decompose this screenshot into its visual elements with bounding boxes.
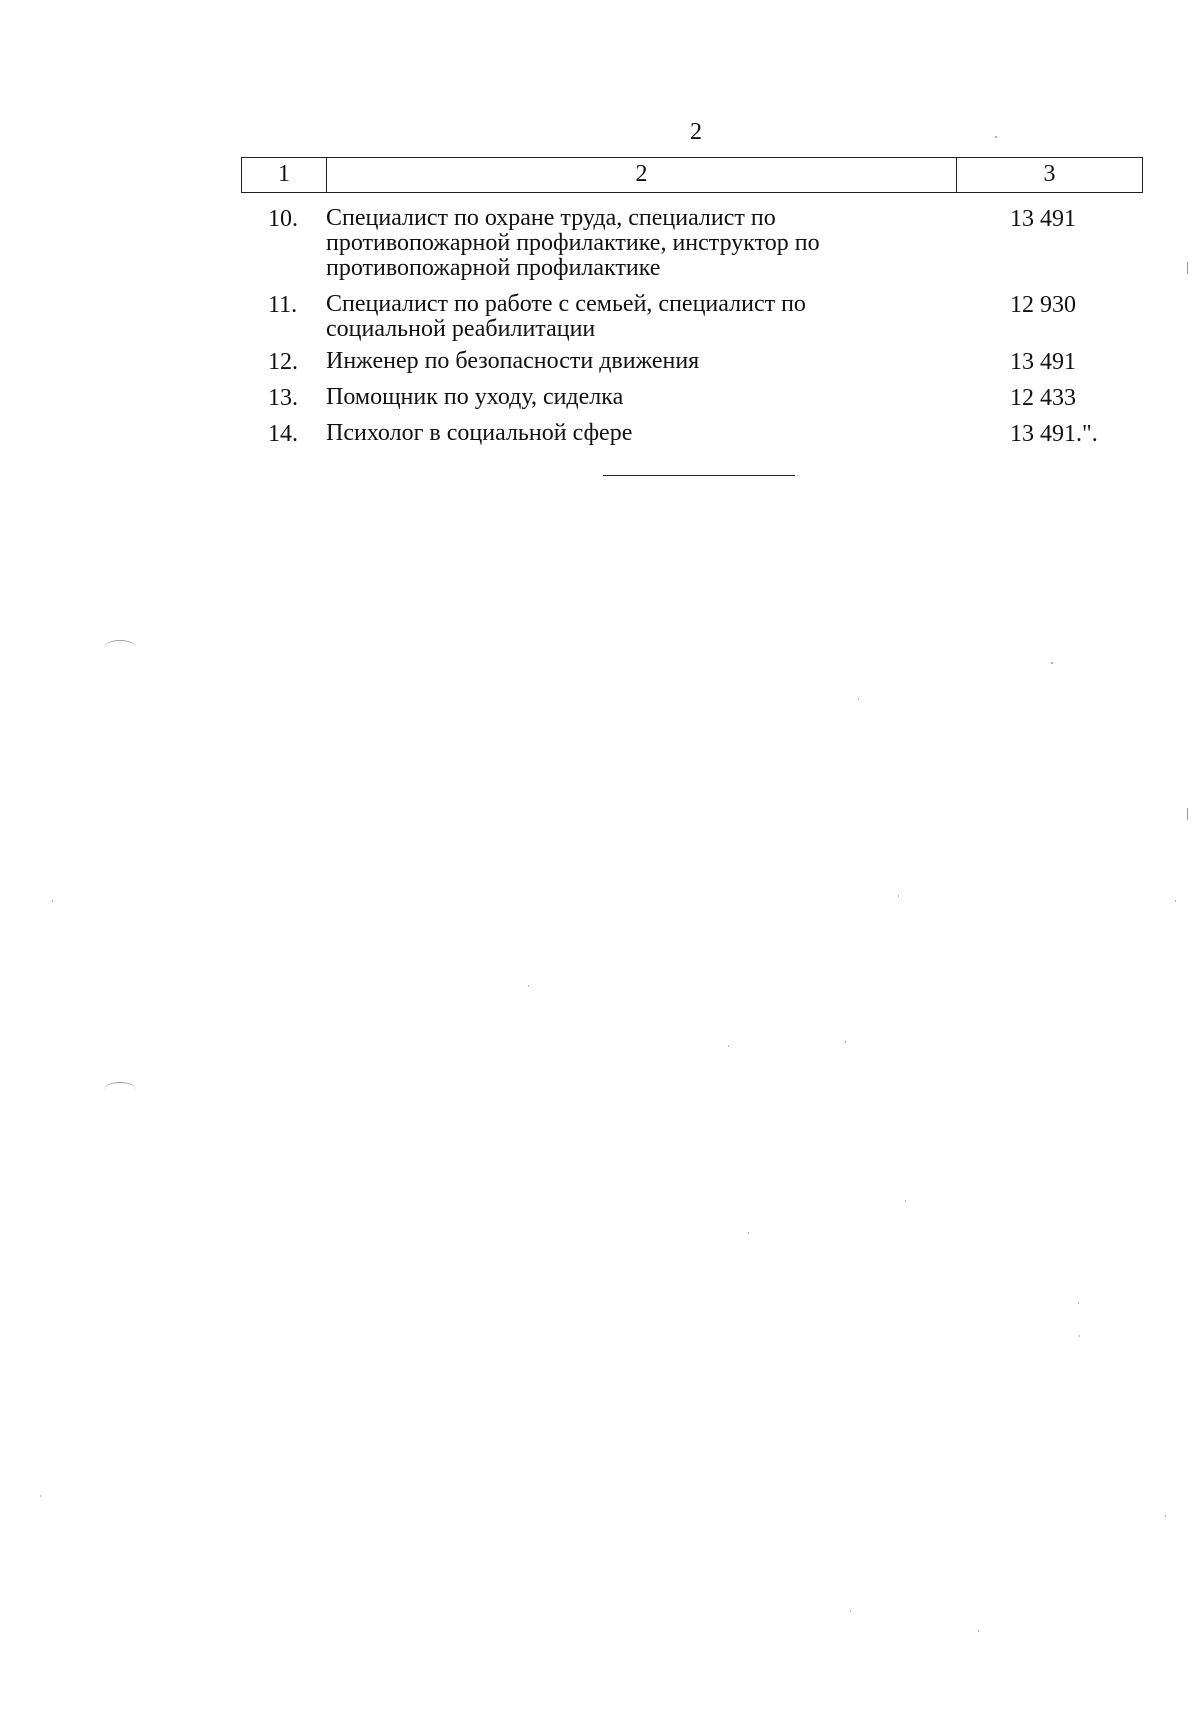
row-value: 12 930 xyxy=(1010,292,1076,318)
row-description-line: Помощник по уходу, сиделка xyxy=(326,384,624,410)
scan-speck xyxy=(40,1495,41,1497)
scan-speck xyxy=(1187,262,1188,274)
scan-speck xyxy=(528,985,529,987)
row-number: 12. xyxy=(268,349,298,375)
scan-speck xyxy=(1079,1335,1080,1337)
row-description-line: Психолог в социальной сфере xyxy=(326,420,633,446)
row-description-line: Специалист по охране труда, специалист по xyxy=(326,205,776,231)
scan-speck xyxy=(898,895,899,897)
scan-speck xyxy=(858,698,859,700)
row-number: 13. xyxy=(268,385,298,411)
row-value: 13 491.". xyxy=(1010,421,1098,447)
scan-speck xyxy=(728,1045,729,1047)
scan-speck xyxy=(995,136,997,138)
scan-speck xyxy=(1175,900,1176,902)
row-description-line: Инженер по безопасности движения xyxy=(326,348,700,374)
row-value: 12 433 xyxy=(1010,385,1076,411)
scan-artifact xyxy=(104,1082,136,1097)
row-description-line: Специалист по работе с семьей, специалист по xyxy=(326,291,806,317)
scan-speck xyxy=(748,1232,749,1234)
table-header-col-3: 3 xyxy=(1043,161,1056,187)
row-number: 11. xyxy=(268,292,298,318)
table-header xyxy=(241,157,1143,193)
row-description-line: социальной реабилитации xyxy=(326,316,596,342)
row-number: 10. xyxy=(268,206,298,232)
row-number: 14. xyxy=(268,421,298,447)
scan-speck xyxy=(52,900,53,902)
row-description-line: противопожарной профилактике, инструктор по xyxy=(326,230,820,256)
row-value: 13 491 xyxy=(1010,349,1076,375)
row-description xyxy=(326,206,926,281)
scan-artifact xyxy=(104,640,136,655)
page-number: 2 xyxy=(690,119,702,145)
row-description-line: противопожарной профилактике xyxy=(326,255,661,281)
scan-speck xyxy=(845,1041,846,1043)
row-description xyxy=(326,385,926,410)
end-of-table-rule xyxy=(603,475,795,476)
table-header-col-1: 1 xyxy=(242,158,327,192)
table-header-col-2: 2 xyxy=(327,158,957,192)
row-description xyxy=(326,421,926,446)
row-description xyxy=(326,292,926,342)
scan-speck xyxy=(1165,1515,1166,1517)
row-description xyxy=(326,349,926,374)
row-value: 13 491 xyxy=(1010,206,1076,232)
scan-speck xyxy=(850,1610,851,1612)
scan-speck xyxy=(905,1200,906,1202)
scan-speck xyxy=(1051,662,1053,664)
scan-speck xyxy=(1187,808,1188,820)
scan-speck xyxy=(978,1630,979,1632)
scan-speck xyxy=(1078,1302,1079,1304)
